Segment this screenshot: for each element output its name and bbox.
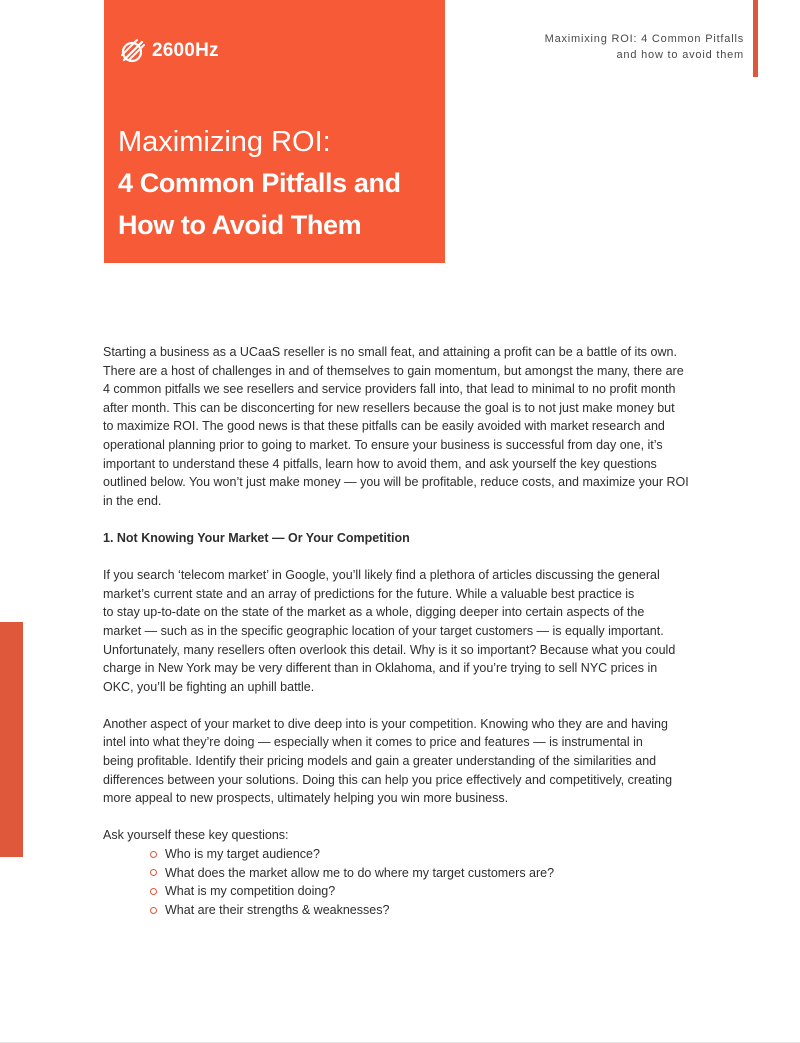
paragraph-line: market’s current state and an array of predictions for the future. While a valuable best practice is — [103, 586, 635, 601]
hz-logo-icon — [120, 38, 146, 64]
paragraph-line: being profitable. Identify their pricing models and gain a greater understanding of the similarities and — [103, 754, 657, 769]
intro-line: important to understand these 4 pitfalls, learn how to avoid them, and ask yourself the key questions — [103, 456, 657, 471]
paragraph-line: market — such as in the specific geographic location of your target customers — is equally important. — [103, 623, 664, 638]
questions-intro: Ask yourself these key questions: — [103, 828, 289, 843]
intro-line: to maximize ROI. The good news is that these pitfalls can be easily avoided with market research and — [103, 419, 665, 434]
article-body — [103, 343, 703, 919]
question-text: What does the market allow me to do where my target customers are? — [165, 865, 555, 880]
circle-bullet-icon — [150, 869, 157, 876]
list-item — [150, 864, 703, 883]
circle-bullet-icon — [150, 888, 157, 895]
market-paragraph — [103, 566, 703, 696]
running-header-line-2: and how to avoid them — [616, 49, 744, 61]
intro-line: 4 common pitfalls we see resellers and service providers fall into, that lead to minimal to no profit month — [103, 382, 676, 397]
running-header — [545, 31, 744, 63]
question-text: What is my competition doing? — [165, 884, 336, 899]
key-questions-list — [103, 845, 703, 919]
intro-line: outlined below. You won’t just make money — you will be profitable, reduce costs, and maximize your ROI — [103, 475, 689, 490]
paragraph-line: If you search ‘telecom market’ in Google, you’ll likely find a plethora of articles discussing the general — [103, 568, 660, 583]
question-text: Who is my target audience? — [165, 847, 320, 862]
intro-line: operational planning prior to going to market. To ensure your business is successful from day one, it’s — [103, 437, 663, 452]
brand-logo — [120, 38, 219, 64]
intro-line: Starting a business as a UCaaS reseller is no small feat, and attaining a profit can be a battle of its own. — [103, 345, 677, 359]
paragraph-line: Unfortunately, many resellers often overlook this detail. Why is it so important? Because what you could — [103, 642, 676, 657]
paragraph-line: more appeal to new prospects, ultimately helping you win more business. — [103, 791, 509, 806]
hero-banner — [104, 0, 445, 263]
intro-line: in the end. — [103, 493, 162, 508]
side-accent-bar — [0, 622, 23, 857]
title-line-3: How to Avoid Them — [118, 210, 362, 240]
brand-name: 2600Hz — [152, 40, 219, 61]
list-item — [150, 901, 703, 920]
list-item — [150, 845, 703, 864]
competition-paragraph — [103, 715, 703, 808]
paragraph-line: intel into what they’re doing — especially when it comes to price and features — is instrumental in — [103, 735, 643, 750]
section-heading: 1. Not Knowing Your Market — Or Your Competition — [103, 530, 410, 545]
paragraph-line: to stay up-to-date on the state of the market as a whole, digging deeper into certain aspects of the — [103, 605, 645, 620]
page-title — [118, 122, 401, 246]
title-line-1: Maximizing ROI: — [118, 126, 331, 158]
paragraph-line: charge in New York may be very different than in Oklahoma, and if you’re trying to sell NYC prices in — [103, 661, 658, 676]
list-item — [150, 882, 703, 901]
question-text: What are their strengths & weaknesses? — [165, 902, 390, 917]
intro-line: after month. This can be disconcerting for new resellers because the goal is to not just make money but — [103, 400, 675, 415]
running-header-line-1: Maximixing ROI: 4 Common Pitfalls — [544, 33, 744, 45]
intro-line: There are a host of challenges in and of themselves to gain momentum, but amongst the many, there are — [103, 363, 684, 378]
paragraph-line: OKC, you’ll be fighting an uphill battle. — [103, 679, 315, 694]
title-line-2: 4 Common Pitfalls and — [118, 168, 401, 198]
top-accent-bar — [753, 0, 758, 77]
circle-bullet-icon — [150, 851, 157, 858]
intro-paragraph — [103, 343, 703, 510]
circle-bullet-icon — [150, 907, 157, 914]
paragraph-line: differences between your solutions. Doing this can help you price effectively and competitively, creating — [103, 772, 673, 787]
paragraph-line: Another aspect of your market to dive deep into is your competition. Knowing who they are and having — [103, 716, 668, 731]
